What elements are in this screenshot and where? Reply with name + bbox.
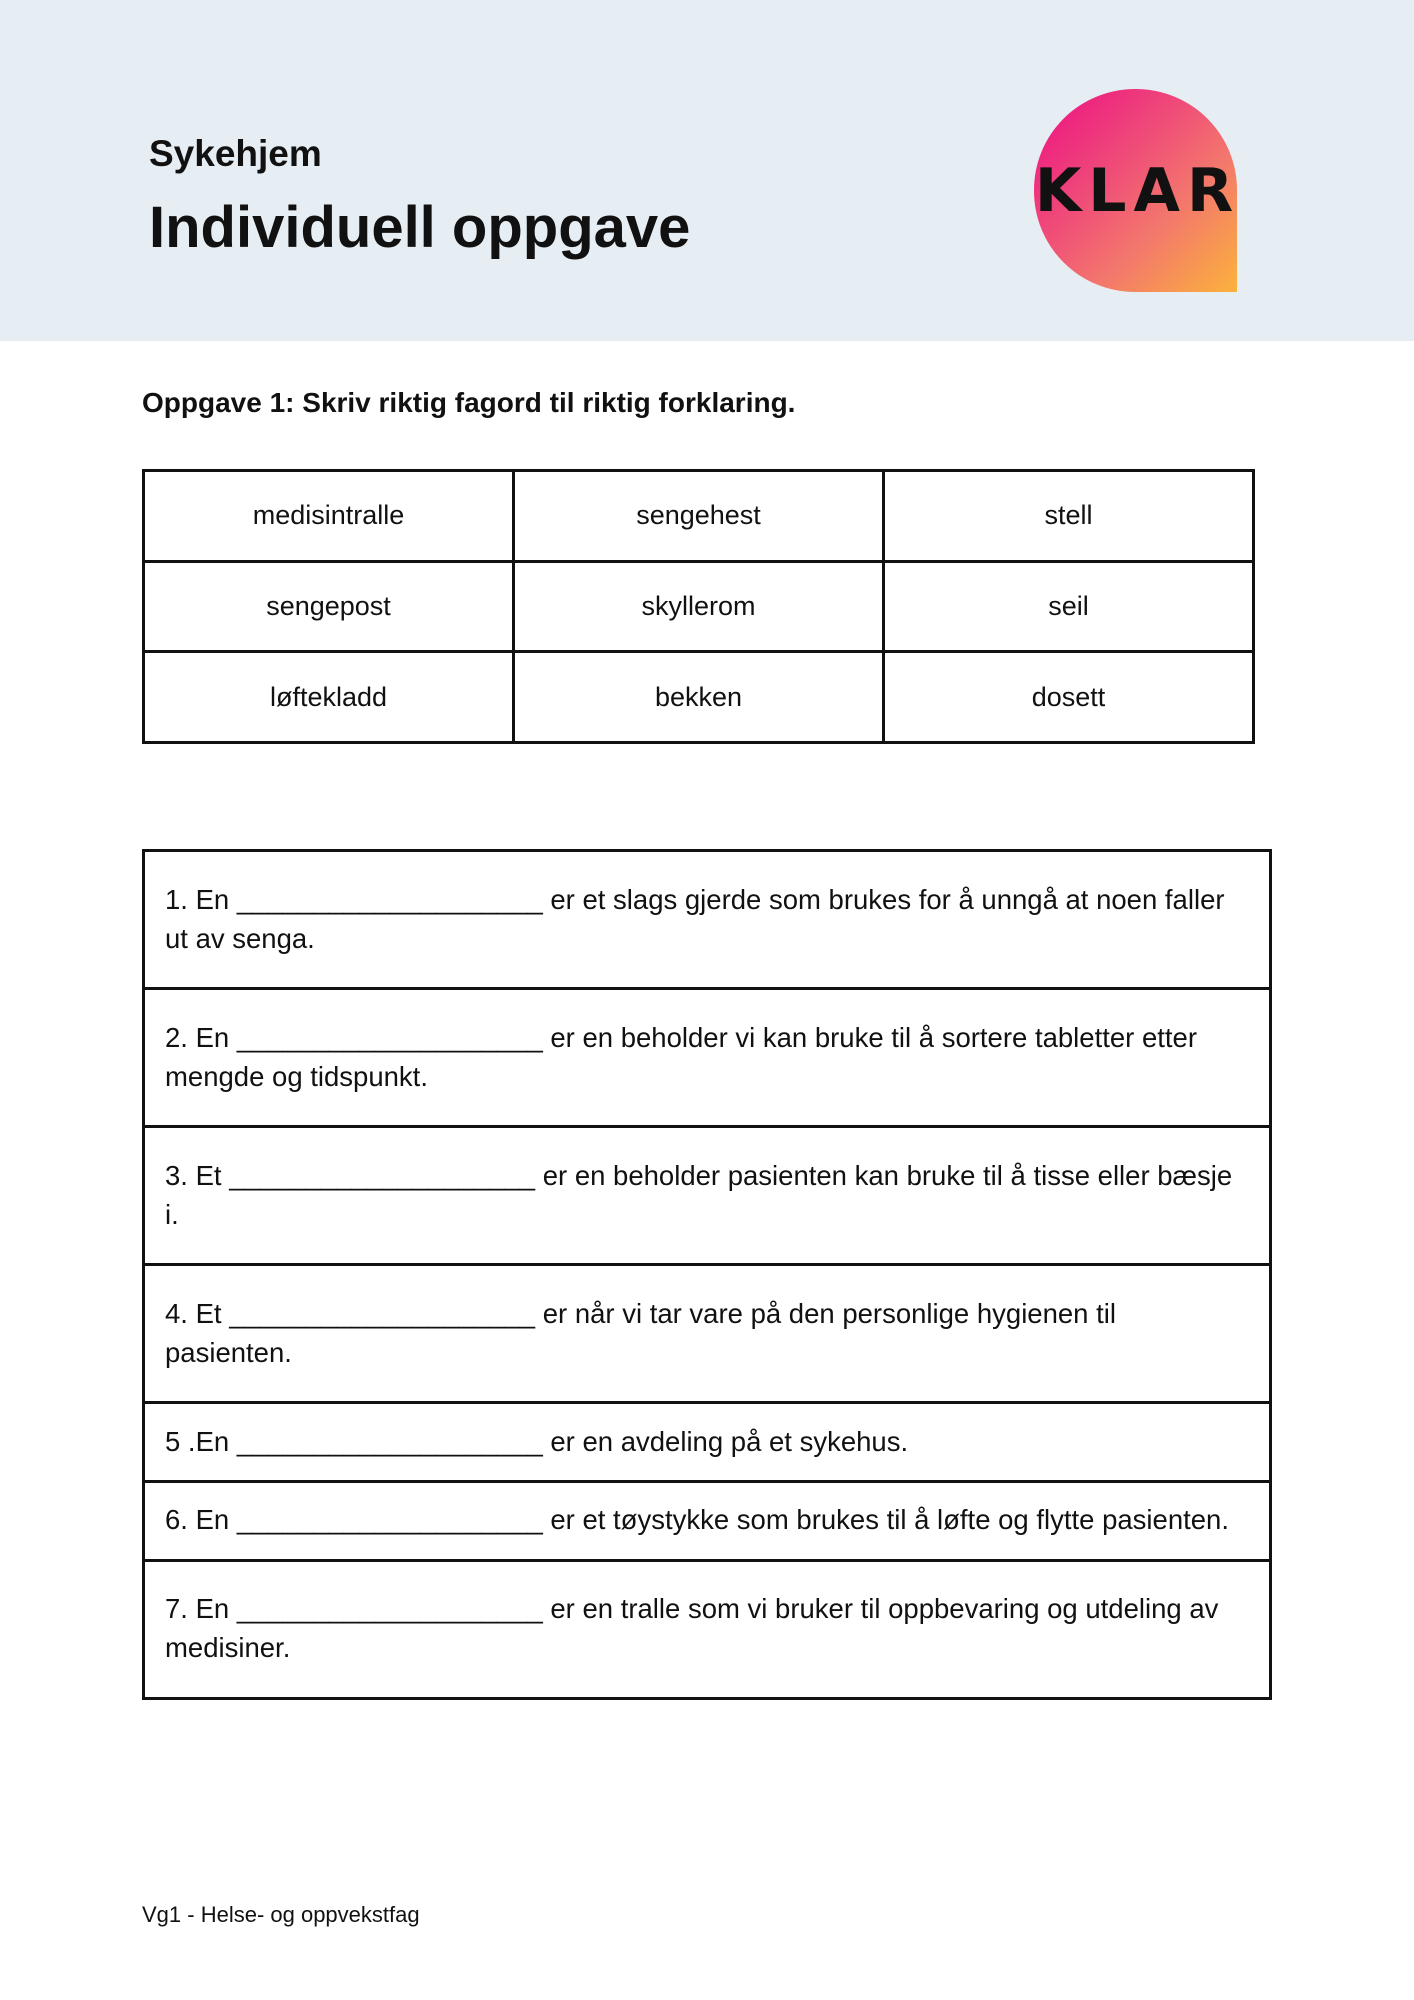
word-bank-cell: sengepost (144, 561, 514, 652)
logo-text: KLAR (1034, 155, 1241, 226)
sentence-row (144, 1482, 1271, 1561)
sentence-7: 7. En ____________________ er en tralle som vi bruker til oppbevaring og utdeling av medisiner. (144, 1560, 1271, 1698)
word-bank-row (144, 561, 1254, 652)
sentence-table (142, 849, 1272, 1700)
word-bank-cell: stell (884, 471, 1254, 562)
word-bank-table (142, 469, 1255, 744)
sentence-row (144, 851, 1271, 989)
sentence-row (144, 989, 1271, 1127)
word-bank-cell: løftekladd (144, 652, 514, 743)
word-bank-cell: dosett (884, 652, 1254, 743)
sentence-3: 3. Et ____________________ er en beholder pasienten kan bruke til å tisse eller bæsje i. (144, 1127, 1271, 1265)
word-bank-cell: skyllerom (514, 561, 884, 652)
sentence-row (144, 1265, 1271, 1403)
page-title: Individuell oppgave (149, 195, 691, 260)
sentence-row (144, 1403, 1271, 1482)
word-bank-row (144, 471, 1254, 562)
sentence-row (144, 1560, 1271, 1698)
sentence-1: 1. En ____________________ er et slags gjerde som brukes for å unngå at noen faller ut av senga. (144, 851, 1271, 989)
word-bank-cell: sengehest (514, 471, 884, 562)
sentence-6: 6. En ____________________ er et tøystykke som brukes til å løfte og flytte pasienten. (144, 1482, 1271, 1561)
word-bank-cell: seil (884, 561, 1254, 652)
sentence-4: 4. Et ____________________ er når vi tar vare på den personlige hygienen til pasienten. (144, 1265, 1271, 1403)
word-bank-cell: medisintralle (144, 471, 514, 562)
word-bank-row (144, 652, 1254, 743)
word-bank-cell: bekken (514, 652, 884, 743)
sentence-row (144, 1127, 1271, 1265)
footer-text: Vg1 - Helse- og oppvekstfag (142, 1902, 420, 1927)
task-heading: Oppgave 1: Skriv riktig fagord til riktig forklaring. (142, 387, 796, 418)
sentence-5: 5 .En ____________________ er en avdeling på et sykehus. (144, 1403, 1271, 1482)
klar-logo (1034, 89, 1241, 292)
sentence-2: 2. En ____________________ er en beholder vi kan bruke til å sortere tabletter etter mengde og tidspunkt. (144, 989, 1271, 1127)
subject-label: Sykehjem (149, 133, 322, 174)
